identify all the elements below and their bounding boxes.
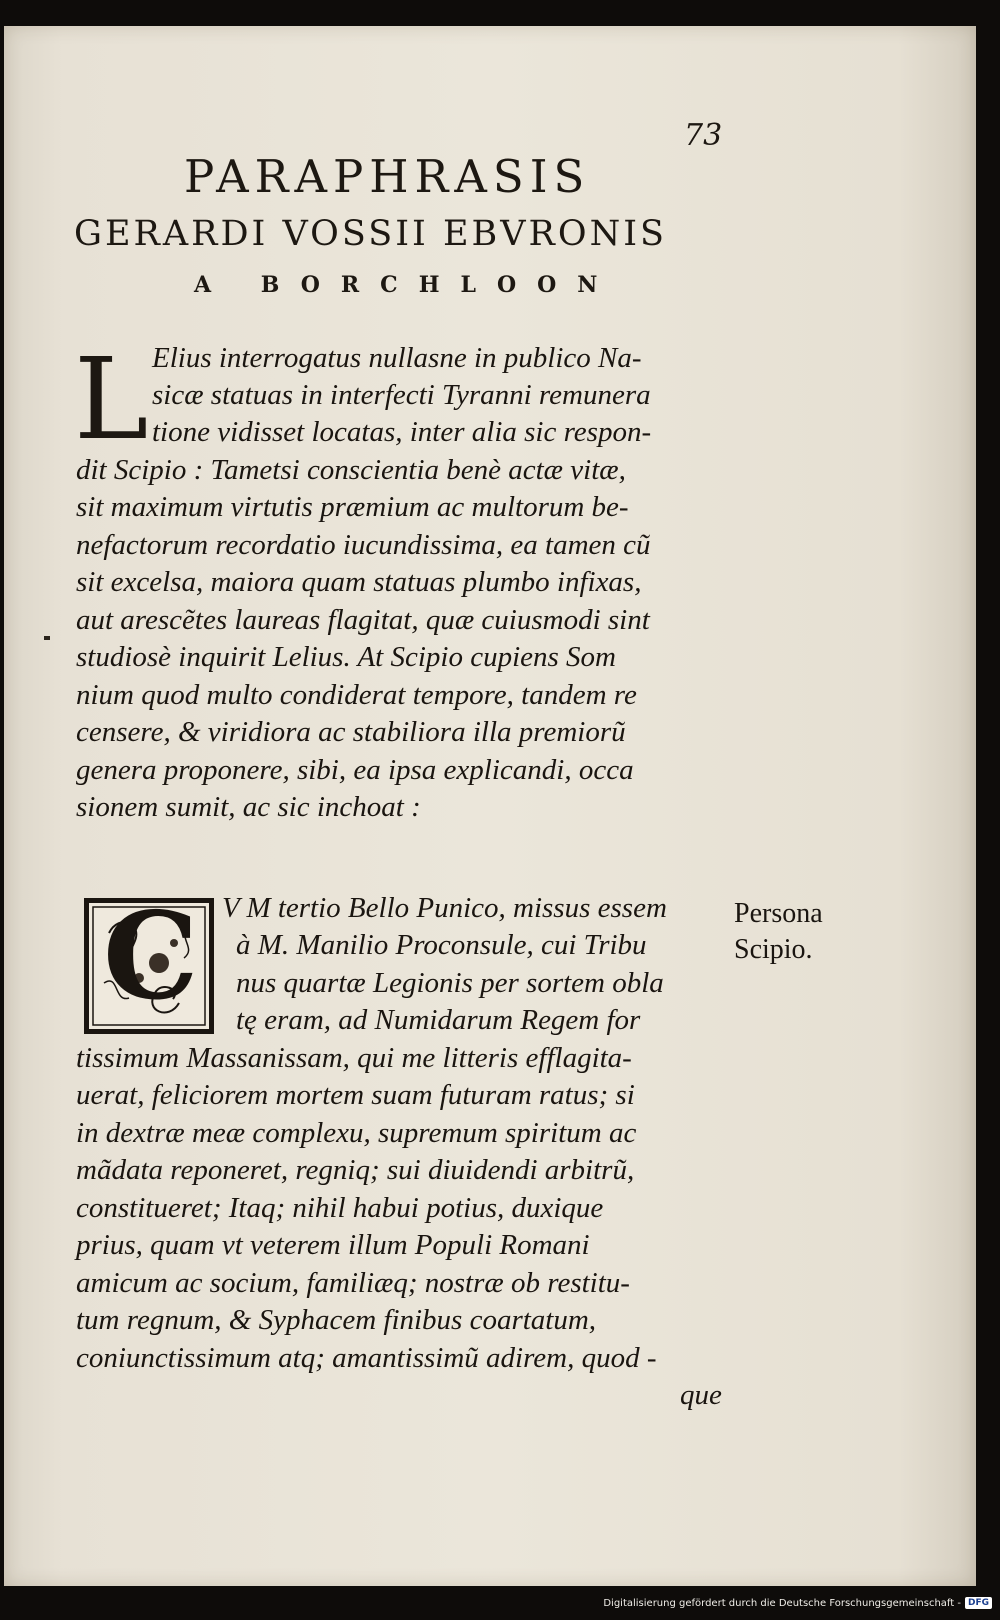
paragraph2-line: constitueret; Itaq; nihil habui potius, duxique (76, 1192, 604, 1224)
title-line-1: PARAPHRASIS (184, 150, 591, 203)
digitization-credit (603, 1597, 992, 1609)
drop-initial-l: L (74, 335, 149, 465)
paragraph1-line: sionem sumit, ac sic inchoat : (76, 791, 421, 823)
margin-dash-mark (44, 636, 50, 640)
paragraph2-line: in dextræ meæ complexu, supremum spiritum ac (76, 1117, 637, 1149)
paragraph2-line: coniunctissimum atq; amantissimũ adirem, quod - (76, 1342, 657, 1374)
paragraph1-line: studiosè inquirit Lelius. At Scipio cupiens Som (76, 641, 616, 673)
paragraph2-line: uerat, feliciorem mortem suam futuram ratus; si (76, 1079, 635, 1111)
paragraph1-line: genera proponere, sibi, ea ipsa explicandi, occa (76, 754, 634, 786)
paragraph2-line: tum regnum, & Syphacem finibus coartatum, (76, 1304, 597, 1336)
paragraph1-line: tione vidisset locatas, inter alia sic respon- (152, 416, 652, 448)
paragraph2-line: tę eram, ad Numidarum Regem for (236, 1004, 641, 1036)
paragraph1-line: censere, & viridiora ac stabiliora illa premiorũ (76, 716, 626, 748)
dfg-logo: DFG (965, 1597, 992, 1609)
paragraph1-line: Elius interrogatus nullasne in publico Na- (152, 342, 642, 374)
page-number: 73 (684, 118, 723, 153)
paragraph2-line: à M. Manilio Proconsule, cui Tribu (236, 929, 647, 961)
paragraph1-line: sit excelsa, maiora quam statuas plumbo infixas, (76, 566, 642, 598)
book-page (4, 26, 976, 1586)
paragraph2-line: tissimum Massanissam, qui me litteris efflagita- (76, 1042, 632, 1074)
paragraph2-line: mãdata reponeret, regniq; sui diuidendi arbitrũ, (76, 1154, 635, 1186)
paragraph2-line: V M tertio Bello Punico, missus essem (222, 892, 667, 924)
marginal-note-line-1: Persona (734, 898, 823, 929)
marginal-note-line-2: Scipio. (734, 934, 813, 965)
paragraph1-line: sit maximum virtutis præmium ac multorum be- (76, 491, 629, 523)
catchword: que (680, 1379, 722, 1411)
credit-text: Digitalisierung gefördert durch die Deutsche Forschungsgemeinschaft - (603, 1597, 961, 1609)
title-line-3: A BORCHLOON (194, 272, 619, 298)
decorated-initial (84, 886, 214, 1034)
paragraph1-line: sicæ statuas in interfecti Tyranni remunera (152, 379, 651, 411)
paragraph1-line: nefactorum recordatio iucundissima, ea tamen cũ (76, 529, 651, 561)
paragraph1-line: aut arescẽtes laureas flagitat, quæ cuiusmodi sint (76, 604, 650, 636)
title-line-2: GERARDI VOSSII EBVRONIS (74, 214, 667, 254)
paragraph1-line: nium quod multo condiderat tempore, tandem re (76, 679, 637, 711)
paragraph2-line: prius, quam vt veterem illum Populi Romani (76, 1229, 590, 1261)
drop-initial-c: C (103, 886, 199, 1027)
paragraph1-line: dit Scipio : Tametsi conscientia benè actæ vitæ, (76, 454, 626, 486)
paragraph2-line: amicum ac socium, familiæq; nostræ ob restitu- (76, 1267, 630, 1299)
paragraph2-line: nus quartæ Legionis per sortem obla (236, 967, 664, 999)
